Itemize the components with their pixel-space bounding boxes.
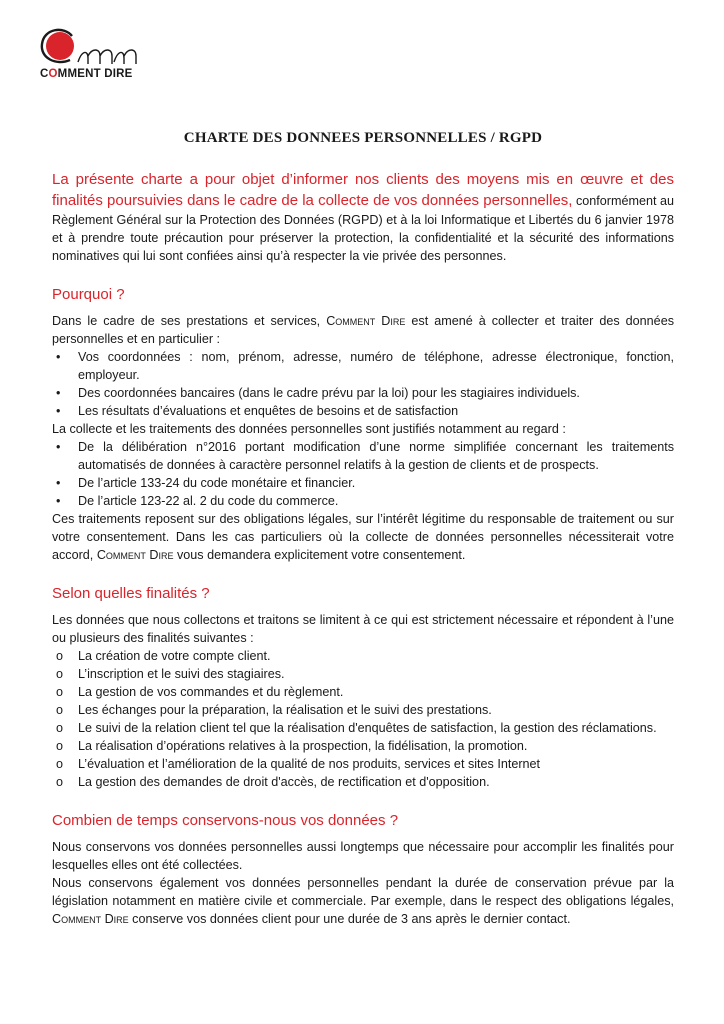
list-item: • Vos coordonnées : nom, prénom, adresse, numéro de téléphone, adresse électronique, fonction, employeur. [56, 350, 674, 382]
document-title: CHARTE DES DONNEES PERSONNELLES / RGPD [183, 130, 543, 146]
list-item: • De la délibération n°2016 portant modification d’une norme simplifiée concernant les traitements automatisés de données à caractère personnel relatifs à la gestion de clients et de prospects. [56, 440, 674, 472]
list-item: o La création de votre compte client. [56, 649, 271, 663]
section1-paragraph-1: Dans le cadre de ses prestations et services, Comment Dire est amené à collecter et traiter des données personnelles et en particulier : [52, 314, 674, 346]
list-item: • Les résultats d’évaluations et enquêtes de besoins et de satisfaction [56, 404, 459, 418]
section3-paragraph-1: Nous conservons vos données personnelles aussi longtemps que nécessaire pour accomplir les finalités pour lesquelles elles ont été collectées. [52, 840, 674, 872]
section-heading-finalites: Selon quelles finalités ? [52, 585, 210, 602]
section1-paragraph-3: Ces traitements reposent sur des obligations légales, sur l’intérêt légitime du responsable de traitement ou sur votre consentement. Dans les cas particuliers où la collecte de données personnelles nécessiterait votre accord, Comment Dire vous demandera explicitement votre consentement. [52, 512, 674, 562]
section1-paragraph-2: La collecte et les traitements des données personnelles sont justifiés notamment au regard : [52, 422, 566, 436]
list-item: o Le suivi de la relation client tel que la réalisation d'enquêtes de satisfaction, la gestion des réclamations. [56, 721, 657, 735]
section-heading-conservation: Combien de temps conservons-nous vos données ? [52, 812, 399, 829]
list-item: o La réalisation d’opérations relatives à la prospection, la fidélisation, la promotion. [56, 739, 528, 753]
list-item: o La gestion des demandes de droit d'accès, de rectification et d'opposition. [56, 775, 490, 789]
list-item: • De l’article 133-24 du code monétaire et financier. [56, 476, 356, 490]
list-item: • Des coordonnées bancaires (dans le cadre prévu par la loi) pour les stagiaires individuels. [56, 386, 580, 400]
list-item: o L’évaluation et l’amélioration de la qualité de nos produits, services et sites Internet [56, 757, 541, 771]
intro-highlight: La présente charte a pour objet d’informer nos clients des moyens mis en œuvre et des finalités poursuivies dans le cadre de la collecte de vos données personnelles, [52, 171, 674, 209]
section2-paragraph-1: Les données que nous collectons et traitons se limitent à ce qui est strictement nécessaire et répondent à l’une ou plusieurs des finalités suivantes : [52, 613, 674, 645]
list-item: o La gestion de vos commandes et du règlement. [56, 685, 344, 699]
company-logo-text: COMMENT DIRE [40, 68, 133, 80]
intro-rest: conformément au Règlement Général sur la Protection des Données (RGPD) et à la loi Informatique et Libertés du 6 janvier 1978 et à prendre toute précaution pour préserver la protection, la confidentialité et la sécurité des informations nominatives qui lui sont confiées ainsi qu’à respecter la vie privée des personnes. [52, 194, 674, 263]
list-item: o L’inscription et le suivi des stagiaires. [56, 667, 285, 681]
brand-name: Comment Dire [326, 314, 406, 328]
brand-name: Comment Dire [52, 912, 129, 926]
list-item: o Les échanges pour la préparation, la réalisation et le suivi des prestations. [56, 703, 492, 717]
section3-paragraph-2: Nous conservons également vos données personnelles pendant la durée de conservation prévue par la législation notamment en matière civile et commerciale. Par exemple, dans le respect des obligations légales, Comment Dire conserve vos données client pour une durée de 3 ans après le dernier contact. [52, 876, 674, 926]
brand-name: Comment Dire [96, 548, 174, 562]
section1-list-1 [52, 348, 674, 420]
document-body [52, 130, 674, 928]
section1-list-2 [52, 438, 674, 510]
intro-paragraph [52, 169, 674, 265]
list-item: • De l’article 123-22 al. 2 du code du commerce. [56, 494, 339, 508]
section-heading-pourquoi: Pourquoi ? [52, 286, 125, 303]
section2-list [52, 647, 674, 791]
